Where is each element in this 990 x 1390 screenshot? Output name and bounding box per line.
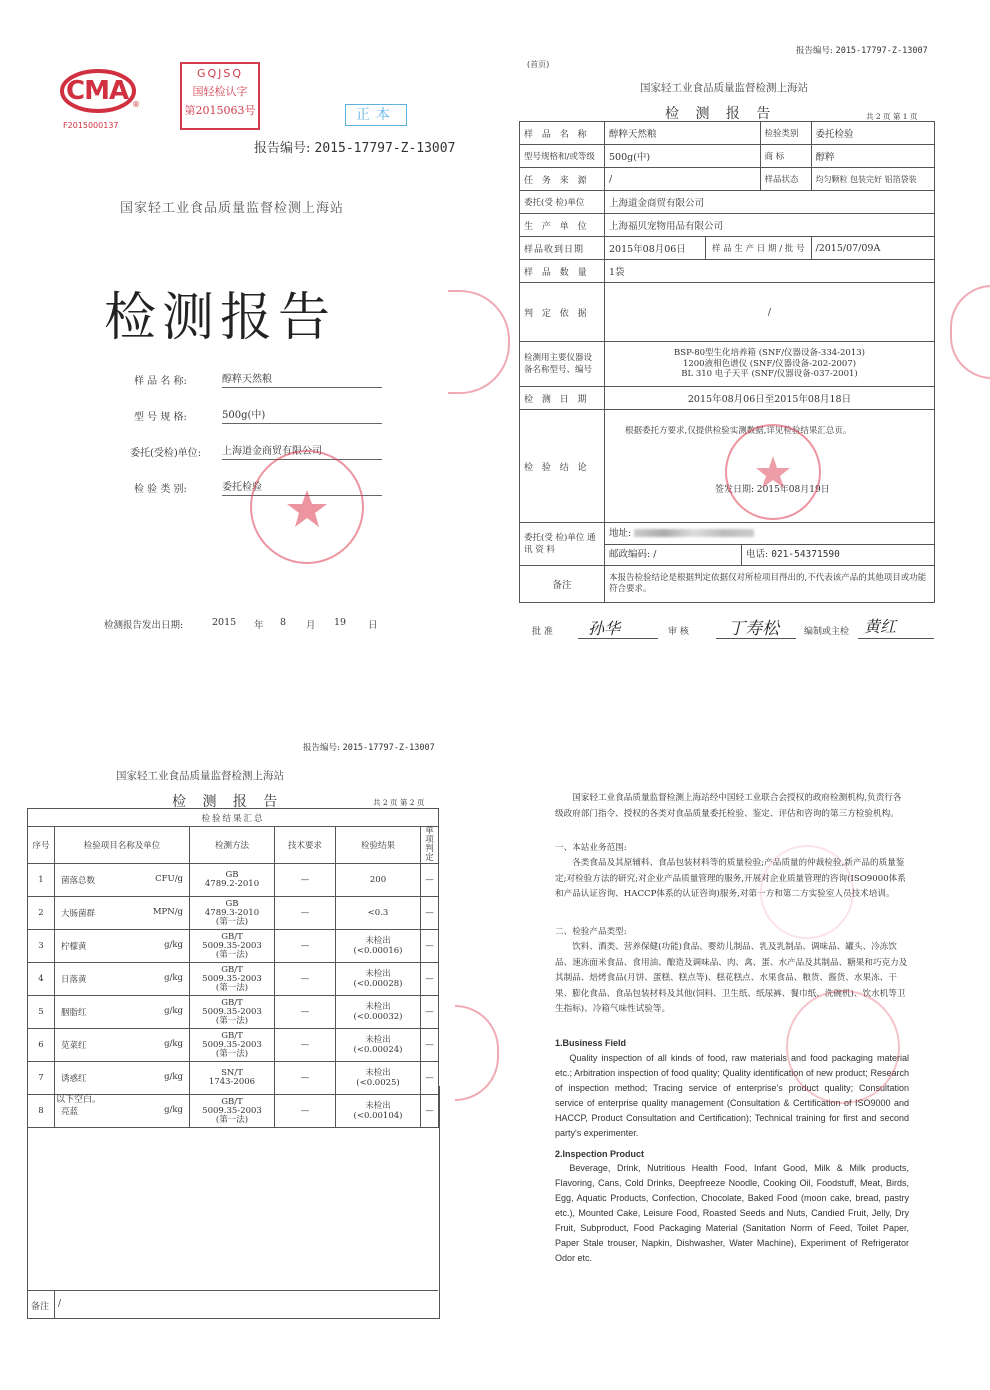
business-field-title: 1.Business Field — [555, 1038, 627, 1048]
header-method: 检测方法 — [190, 827, 275, 864]
issue-year: 2015 — [212, 617, 237, 628]
header-no: 序号 — [28, 827, 55, 864]
row-item — [55, 930, 190, 963]
row-judgement: — — [421, 963, 439, 996]
review-line — [716, 638, 796, 639]
row-method — [190, 897, 275, 930]
report-number — [254, 137, 455, 156]
label-sample-name: 样 品 名 称 — [520, 122, 605, 145]
row-requirement: — — [275, 963, 336, 996]
result-line: (<0.00016) — [353, 946, 403, 956]
row-judgement: — — [421, 1095, 439, 1128]
row-number: 7 — [28, 1062, 55, 1095]
value-basis: / — [605, 283, 935, 342]
method-line: 5009.35-2003 — [202, 1006, 262, 1017]
row-number: 8 — [28, 1095, 55, 1128]
accreditation-stamp — [180, 62, 260, 130]
item-name: 亮蓝 — [61, 1107, 79, 1117]
conclusion-text: 根据委托方要求,仅提供检验实测数据,详见检验结果汇总页。 — [625, 426, 852, 436]
issue-date-label: 检测报告发出日期: — [104, 620, 184, 631]
approve-label: 批 准 — [532, 627, 553, 637]
summary-caption: 检验结果汇总 — [28, 809, 439, 827]
row-result — [336, 897, 421, 930]
row-item — [55, 897, 190, 930]
faint-seal — [786, 990, 900, 1104]
p3-report-number — [303, 741, 435, 753]
signature-row — [528, 614, 938, 644]
field-label: 样 品 名 称: — [134, 376, 187, 387]
field-value: 委托检验 — [222, 478, 382, 496]
section-products-text: 饮料、酒类、营养保健(功能)食品、婴幼儿制品、乳及乳制品、调味品、罐头、冷冻饮品、速冻面米食品、食用油、酿造及调味品、肉、禽、蛋、水产品及其制品、糖果和巧克力及其制品、焙烤食品(月饼、蛋糕、糕点等)、糕花糕点、水果食品、粮货、酱货、水果冻、干果、膨化食品、食品包装材料及其他(饲料、卫生纸、纸尿裤、餐巾纸、洗碗机)、饮水机等卫生指标)、冷箱气味性试验等。 — [555, 942, 908, 1014]
cma-number: F2015000137 — [63, 121, 119, 130]
faint-seal-upper — [760, 845, 854, 939]
field-value: 醇粹天然粮 — [222, 370, 382, 388]
row-requirement: — — [275, 864, 336, 897]
value-brand: 醇粹 — [811, 145, 935, 168]
stamp-number: 第2015063号 — [184, 104, 256, 117]
label-brand: 商 标 — [760, 145, 811, 168]
method-line: GB/T — [221, 1030, 243, 1041]
method-line: GB — [225, 870, 239, 880]
result-line: 200 — [369, 875, 387, 885]
table-row — [28, 963, 439, 996]
item-unit: g/kg — [164, 1105, 183, 1115]
p2-report-number — [796, 44, 928, 56]
method-line: GB/T — [221, 964, 243, 975]
method-line: (第一法) — [215, 982, 249, 993]
row-number: 5 — [28, 996, 55, 1029]
result-line: 未检出 — [365, 1002, 391, 1012]
remark-divider — [54, 1291, 55, 1319]
value-producer: 上海福贝宠物用品有限公司 — [605, 214, 935, 237]
sign-date: 签发日期: 2015年08月19日 — [715, 485, 830, 495]
method-line: (第一法) — [215, 949, 249, 960]
inspection-product-title: 2.Inspection Product — [555, 1149, 645, 1159]
report-number-value: 2015-17797-Z-13007 — [342, 743, 435, 753]
item-unit: g/kg — [164, 1039, 183, 1049]
label-prod-date: 样 品 生 产 日 期 / 批 号 — [706, 237, 812, 260]
item-unit: g/kg — [164, 1006, 183, 1016]
item-unit: MPN/g — [152, 907, 183, 917]
row-item — [55, 864, 190, 897]
p3-pages: 共 2 页 第 2 页 — [373, 798, 425, 807]
row-number: 3 — [28, 930, 55, 963]
method-line: 5009.35-2003 — [202, 940, 262, 951]
cma-logo — [60, 68, 138, 114]
method-line: 5009.35-2003 — [202, 973, 262, 984]
value-qty: 1袋 — [605, 260, 935, 283]
equipment-line: BL 310 电子天平 (SNF/仪器设备-037-2001) — [681, 369, 858, 380]
method-line: 5009.35-2003 — [202, 1039, 262, 1050]
report-number-value: 2015-17797-Z-13007 — [314, 141, 456, 156]
home-tag: (首页) — [527, 60, 550, 69]
value-sample-name: 醇粹天然粮 — [605, 122, 761, 145]
equipment-line: 1200液相色谱仪 (SNF/仪器设备-202-2007) — [682, 358, 857, 369]
method-line: 4789.2-2010 — [204, 879, 260, 889]
original-copy-stamp: 正本 — [345, 104, 407, 126]
value-task-source: / — [605, 168, 761, 191]
label-contact: 委托(受 检)单位 通 讯 资 料 — [520, 523, 605, 566]
value-test-type: 委托检验 — [811, 122, 935, 145]
star-icon — [727, 426, 819, 518]
issue-date — [104, 617, 394, 631]
blank-note: 以下空白。 — [56, 1095, 102, 1105]
report-number-label: 报告编号: — [254, 141, 311, 156]
edge-seal-p3-right — [455, 1005, 499, 1101]
review-signature: 丁寿松 — [728, 619, 779, 639]
inspection-product-text: Beverage, Drink, Nutritious Health Food, Infant Good, Milk & Milk products, Flavoring, Cans, Cold Drinks, Deepfreeze Noodle, Cooking Oil, Foodstuff, Meat, Birds, Egg, Aquatic Products, Confection, Chocolate, Baked Food (moon cake, bread, pastry etc.), Mounted Cake, Leisure Food, Roasted Seeds and Nuts, Candied Fruit, Jelly, Dry Fruit, Subproduct, Food Packaging Material (Sanitation Norm of Feed, Toilet Paper, Paper Stale trouser, Napkin, Dishwasher, Water Machine), Experiment of Refrigerator Odor etc. — [555, 1163, 909, 1263]
editor-signature: 黄红 — [864, 617, 897, 636]
table-row — [28, 897, 439, 930]
value-remark: 本报告检验结论是根据判定依据仅对所检项目得出的,不代表该产品的其他项目或功能符合要求。 — [605, 566, 935, 603]
row-item — [55, 963, 190, 996]
cma-logo-text: CMA — [66, 76, 129, 106]
item-unit: g/kg — [164, 940, 183, 950]
row-result — [336, 963, 421, 996]
row-method — [190, 963, 275, 996]
value-equipment — [605, 342, 935, 387]
item-unit: CFU/g — [155, 874, 183, 884]
value-conclusion — [605, 410, 935, 523]
result-line: <0.3 — [367, 908, 389, 918]
label-client: 委托(受 检)单位 — [520, 191, 605, 214]
remark-row — [27, 1290, 438, 1319]
report-number-label: 报告编号: — [303, 743, 340, 753]
issue-day: 19 — [334, 617, 347, 628]
row-result — [336, 996, 421, 1029]
field-label: 委托(受检)单位: — [130, 448, 202, 459]
stamp-authority: 国轻检认字 — [192, 85, 248, 98]
row-number: 1 — [28, 864, 55, 897]
result-line: (<0.00032) — [353, 1012, 403, 1022]
row-judgement: — — [421, 930, 439, 963]
result-line: (<0.00028) — [353, 979, 403, 989]
result-line: 未检出 — [365, 936, 391, 946]
row-result — [336, 864, 421, 897]
official-seal — [250, 450, 364, 564]
row-method — [190, 996, 275, 1029]
results-frame — [27, 1086, 440, 1319]
intro-paragraph: 国家轻工业食品质量监督检测上海站经中国轻工业联合会授权的政府检测机构,负责行各级政府部门指令、授权的各类对食品质量委托检验、鉴定、评估和咨询的第三方检验机构。 — [555, 793, 902, 819]
label-test-type: 检验类别 — [760, 122, 811, 145]
phone-value: 021-54371590 — [771, 548, 840, 560]
business-field-text: Quality inspection of all kinds of food, raw materials and food packaging material etc.; Arbitration inspection of food quality; Quality identification of new product; Research of inspection method; Tracing service of enterprise's product quality; Consultation service of enterprise quality management (Consultation & Certification of ISO9000 and HACCP, Product Consultation and Certification); Technical training for first and second party's experimenter. — [555, 1053, 909, 1138]
issue-month: 8 — [280, 617, 287, 628]
report-number-label: 报告编号: — [796, 46, 833, 56]
p3-title: 检 测 报 告 — [172, 794, 284, 810]
address-label: 地址: — [609, 527, 632, 539]
method-line: 1743-2006 — [208, 1077, 256, 1087]
row-judgement: — — [421, 1062, 439, 1095]
section-scope-text: 各类食品及其原辅料、食品包装材料等的质量检验;产品质量的仲裁检验,新产品的质量鉴定;对检验方法的研究;对企业产品质量管理的服务,开展对企业质量管理的咨询(ISO9000体系和产品认证咨询、HACCP体系的认证咨询)服务,对第一方和第二方实验室人员技术培训。 — [555, 858, 906, 899]
remark-label: 备注 — [31, 1302, 50, 1312]
label-task-source: 任 务 来 源 — [520, 168, 605, 191]
postcode-value: / — [653, 548, 657, 560]
star-icon — [252, 452, 362, 562]
p2-pages: 共 2 页 第 1 页 — [866, 112, 918, 121]
table-header-row — [28, 827, 439, 864]
value-received: 2015年08月06日 — [605, 237, 706, 260]
result-line: (<0.0025) — [356, 1078, 400, 1088]
value-test-date: 2015年08月06日至2015年08月18日 — [605, 387, 935, 410]
row-requirement: — — [275, 1062, 336, 1095]
table-row — [28, 930, 439, 963]
result-line: 未检出 — [365, 1035, 391, 1045]
header-requirement: 技术要求 — [275, 827, 336, 864]
edge-seal-left — [448, 290, 510, 394]
edge-seal-right — [950, 285, 990, 379]
value-prod-date: /2015/07/09A — [811, 237, 935, 260]
front-page-table — [519, 121, 935, 603]
row-number: 6 — [28, 1029, 55, 1062]
label-received: 样品收到日期 — [520, 237, 605, 260]
editor-line — [858, 638, 934, 639]
result-line: (<0.00024) — [353, 1045, 403, 1055]
item-name: 日落黄 — [61, 975, 87, 985]
label-sample-state: 样品状态 — [760, 168, 811, 191]
result-line: (<0.00104) — [353, 1111, 403, 1121]
method-line: GB/T — [221, 931, 243, 942]
value-spec: 500g(中) — [605, 145, 761, 168]
result-line: 未检出 — [365, 1068, 391, 1078]
row-number: 2 — [28, 897, 55, 930]
remark-value: / — [58, 1299, 62, 1309]
issue-month-unit: 月 — [306, 620, 316, 631]
field-label: 检 验 类 别: — [134, 484, 187, 495]
method-line: GB — [225, 898, 239, 909]
item-name: 诱惑红 — [61, 1074, 87, 1084]
phone-cell — [741, 545, 840, 565]
report-number-value: 2015-17797-Z-13007 — [835, 46, 928, 56]
item-name: 苋菜红 — [61, 1041, 87, 1051]
row-method — [190, 864, 275, 897]
editor-label: 编制或主检 — [804, 627, 850, 637]
item-name: 大肠菌群 — [61, 909, 96, 919]
label-producer: 生 产 单 位 — [520, 214, 605, 237]
item-name: 菌落总数 — [61, 876, 96, 886]
row-number: 4 — [28, 963, 55, 996]
section-scope-title: 一、本站业务范围: — [555, 843, 627, 853]
method-line: GB/T — [221, 1096, 243, 1107]
field-value: 上海道金商贸有限公司 — [222, 442, 382, 460]
issue-year-unit: 年 — [254, 620, 264, 631]
row-requirement: — — [275, 996, 336, 1029]
method-line: 4789.3-2010 — [204, 907, 260, 918]
address-redacted — [634, 529, 754, 537]
field-spec — [104, 404, 394, 440]
stamp-code: GQJSQ — [196, 67, 244, 80]
item-unit: g/kg — [164, 1072, 183, 1082]
phone-label: 电话: — [746, 548, 769, 560]
table-row — [28, 864, 439, 897]
item-name: 胭脂红 — [61, 1008, 87, 1018]
label-basis: 判 定 依 据 — [520, 283, 605, 342]
row-item — [55, 1029, 190, 1062]
equipment-line: BSP-80型生化培养箱 (SNF/仪器设备-334-2013) — [674, 348, 865, 359]
field-value: 500g(中) — [222, 406, 382, 424]
header-judgement: 单项判定 — [421, 827, 439, 864]
table-row — [28, 1029, 439, 1062]
section-products-title: 二、检验产品类型: — [555, 927, 627, 937]
value-contact — [605, 523, 935, 566]
results-table — [27, 808, 439, 1128]
p2-station: 国家轻工业食品质量监督检测上海站 — [640, 82, 808, 94]
row-judgement: — — [421, 897, 439, 930]
row-result — [336, 1029, 421, 1062]
header-result: 检验结果 — [336, 827, 421, 864]
row-method — [190, 930, 275, 963]
label-test-date: 检 测 日 期 — [520, 387, 605, 410]
result-line: 未检出 — [365, 969, 391, 979]
row-requirement: — — [275, 897, 336, 930]
field-sample-name — [104, 368, 394, 404]
label-spec: 型号规格和/或等级 — [520, 145, 605, 168]
review-label: 审 核 — [668, 627, 689, 637]
header-item: 检验项目名称及单位 — [55, 827, 190, 864]
row-requirement: — — [275, 1095, 336, 1128]
p3-station: 国家轻工业食品质量监督检测上海站 — [116, 770, 284, 782]
approve-line — [578, 638, 658, 639]
method-line: 5009.35-2003 — [202, 1105, 262, 1116]
cover-title: 检测报告 — [104, 288, 337, 348]
row-requirement: — — [275, 1029, 336, 1062]
postcode-label: 邮政编码: — [609, 548, 651, 560]
row-judgement: — — [421, 864, 439, 897]
method-line: (第一法) — [215, 1048, 249, 1059]
issue-day-unit: 日 — [368, 620, 378, 631]
label-qty: 样 品 数 量 — [520, 260, 605, 283]
method-line: GB/T — [221, 997, 243, 1008]
row-judgement: — — [421, 1029, 439, 1062]
method-line: (第一法) — [215, 916, 249, 927]
contact-phone-row — [605, 545, 934, 565]
method-line: SN/T — [221, 1068, 243, 1078]
table-row — [28, 996, 439, 1029]
result-line: 未检出 — [365, 1101, 391, 1111]
label-conclusion: 检 验 结 论 — [520, 410, 605, 523]
label-equipment: 检测用主要仪器设备名称型号、编号 — [520, 342, 605, 387]
label-remark: 备注 — [520, 566, 605, 603]
field-label: 型 号 规 格: — [134, 412, 187, 423]
item-unit: g/kg — [164, 973, 183, 983]
official-seal — [725, 424, 821, 520]
row-item — [55, 996, 190, 1029]
row-result — [336, 930, 421, 963]
station-name: 国家轻工业食品质量监督检测上海站 — [120, 201, 345, 216]
p2-title: 检 测 报 告 — [665, 106, 777, 122]
row-requirement: — — [275, 930, 336, 963]
item-name: 柠檬黄 — [61, 942, 87, 952]
contact-address-row — [605, 524, 934, 545]
method-line: (第一法) — [215, 1114, 249, 1125]
approve-signature: 孙华 — [588, 619, 621, 638]
method-line: (第一法) — [215, 1015, 249, 1026]
value-client: 上海道金商贸有限公司 — [605, 191, 935, 214]
cma-registered-mark: ® — [132, 100, 140, 109]
row-method — [190, 1029, 275, 1062]
value-sample-state: 均匀颗粒 包装完好 铝箔袋装 — [811, 168, 935, 191]
row-judgement: — — [421, 996, 439, 1029]
